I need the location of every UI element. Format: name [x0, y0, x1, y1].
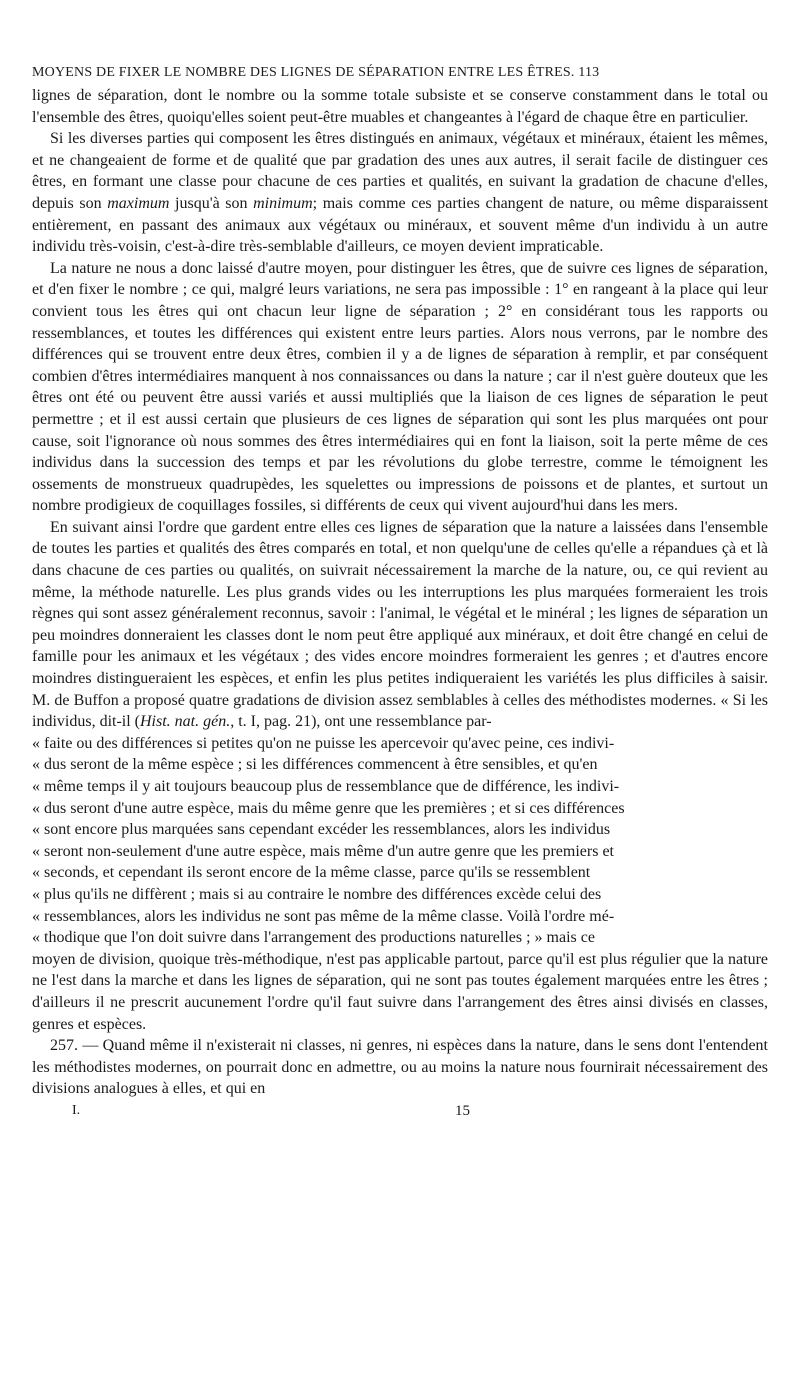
quote-line: « seconds, et cependant ils seront encore de la même classe, parce qu'ils se ressemblent — [32, 864, 591, 882]
body-text — [32, 85, 768, 1100]
citation-title: Hist. nat. gén. — [140, 713, 231, 731]
page-footer — [32, 1100, 768, 1122]
paragraph-after-quote: moyen de division, quoique très-méthodique, n'est pas applicable partout, parce qu'il est plus régulier que la nature ne l'est dans la marche et dans les lignes de séparation, qui ne sont pas toutes également marquées entre les êtres ; d'ailleurs il ne prescrit aucunement l'ordre qu'il faut suivre dans l'arrangement des êtres ainsi divisés en classes, genres et espèces. — [32, 950, 768, 1033]
quote-line: « sont encore plus marquées sans cependant excéder les ressemblances, alors les individus — [32, 821, 611, 839]
signature-mark: I. — [72, 1102, 81, 1118]
folio-mark: 15 — [455, 1102, 470, 1119]
quote-line: « seront non-seulement d'une autre espèce, mais même d'un autre genre que les premiers et — [32, 842, 614, 860]
quote-line: « ressemblances, alors les individus ne sont pas même de la même classe. Voilà l'ordre mé- — [32, 907, 615, 925]
quote-line: « faite ou des différences si petites qu'on ne puisse les apercevoir qu'avec peine, ces indivi- — [32, 734, 615, 752]
italic-minimum: minimum — [253, 194, 313, 212]
paragraph-continuation: lignes de séparation, dont le nombre ou la somme totale subsiste et se conserve constamment dans le total ou l'ensemble des êtres, quoiqu'elles soient peut-être muables et changeantes à l'égard de chaque être en particulier. — [32, 87, 768, 126]
italic-maximum: maximum — [107, 194, 170, 212]
running-title: MOYENS DE FIXER LE NOMBRE DES LIGNES DE SÉPARATION ENTRE LES ÊTRES. — [32, 65, 575, 80]
quote-line: « plus qu'ils ne diffèrent ; mais si au contraire le nombre des différences excède celui des — [32, 885, 602, 903]
paragraph-257: 257. — Quand même il n'existerait ni classes, ni genres, ni espèces dans la nature, dans le sens dont l'entendent les méthodistes modernes, on pourrait donc en admettre, ou au moins la nature nous fournirait nécessairement des divisions analogues à elles, et qui en — [32, 1037, 768, 1098]
paragraph-nature-moyen: La nature ne nous a donc laissé d'autre moyen, pour distinguer les êtres, que de suivre ces lignes de séparation, et d'en fixer le nombre ; ce qui, malgré leurs variations, ne sera pas impossible : 1° en rangeant à la place qui leur convient tous les êtres qui ont chacun leur ligne de séparation ; 2° en considérant tous les rapports ou ressemblances, et toutes les différences qui existent entre leurs parties. Alors nous verrons, par le nombre des différences qui se trouvent entre deux êtres, combien il y a de lignes de séparation à remplir, et par conséquent combien d'êtres intermédiaires manquent à nos connaissances ou dans la nature ; car il n'est guère douteux que les êtres ont été ou peuvent être aussi variés et aussi multipliés que la liaison de ces lignes de séparation le peut permettre ; et il est aussi certain que plusieurs de ces lignes de séparation qui sont les plus marquées ont pour cause, soit l'ignorance où nous sommes des êtres intermédiaires qui en font la liaison, soit la perte même de ces individus dans la succession des temps et par les révolutions du globe terrestre, comme le témoignent les ossements de monstrueux quadrupèdes, les squelettes ou impressions de poissons et de plantes, et surtout un nombre prodigieux de coquillages fossiles, si différents de ceux qui vivent aujourd'hui dans les mers. — [32, 259, 768, 515]
page-number: 113 — [578, 65, 600, 80]
quote-line: « dus seront d'une autre espèce, mais du même genre que les premières ; et si ces différences — [32, 799, 625, 817]
quote-line: « même temps il y ait toujours beaucoup plus de ressemblance que de différence, les indivi- — [32, 778, 620, 795]
quote-line: « dus seront de la même espèce ; si les différences commencent à être sensibles, et qu'en — [32, 756, 598, 774]
paragraph-en-suivant: En suivant ainsi l'ordre que gardent entre elles ces lignes de séparation que la nature a laissées dans l'ensemble de toutes les parties et qualités des êtres comparés en total, et non quelqu'une de celles qu'elle a répandues çà et là dans chacune de ces parties ou qualités, on suivrait nécessairement la marche de la nature, ou, ce qui revient au même, la méthode naturelle. Les plus grands vides ou les interruptions les plus marquées formeraient les trois règnes qui sont assez généralement reconnus, savoir : l'animal, le végétal et le minéral ; les lignes de séparation un peu moindres donneraient les classes dont le nom peut être appliqué aux minéraux, et doit être changé en celui de famille pour les animaux et les végétaux ; des vides encore moindres formeraient les genres ; et d'autres encore moindres distingueraient les espèces, et enfin les plus petites indiqueraient les variétés les plus difficiles à saisir. M. de Buffon a proposé quatre gradations de division assez semblables à celles des méthodistes modernes. « Si les individus, dit-il (Hist. nat. gén., t. I, pag. 21), ont une ressemblance par- — [32, 518, 768, 731]
running-head — [32, 62, 768, 84]
paragraph-diverses-parties: Si les diverses parties qui composent les êtres distingués en animaux, végétaux et minéraux, étaient les mêmes, et ne changeaient de forme et de qualité que par gradation des unes aux autres, il serait facile de distinguer ces êtres, en formant une classe pour chacune de ces parties et qualités, en suivant la gradation de chacune d'elles, depuis son maximum jusqu'à son minimum; mais comme ces parties changent de nature, ou même disparaissent entièrement, en passant des animaux aux végétaux ou minéraux, et souvent même d'un individu à un autre individu très-voisin, c'est-à-dire très-semblable d'ailleurs, ce moyen devient impraticable. — [32, 130, 769, 256]
quote-line: « thodique que l'on doit suivre dans l'arrangement des productions naturelles ; » mais ce — [32, 929, 595, 947]
